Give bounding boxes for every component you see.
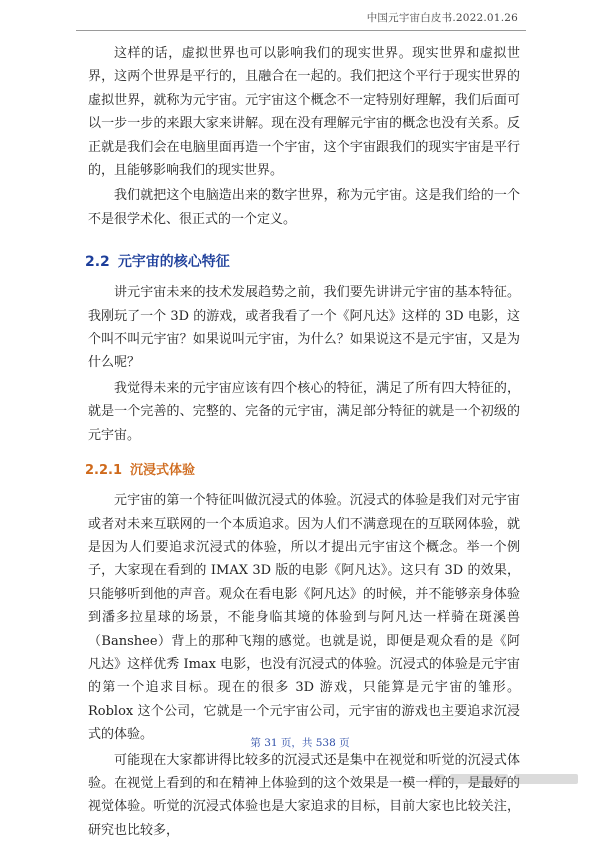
header-rule: [76, 30, 526, 31]
paragraph-3: 讲元宇宙未来的技术发展趋势之前，我们要先讲讲元宇宙的基本特征。我刚玩了一个 3D 的游戏，或者我看了一个《阿凡达》这样的 3D 电影，这个叫不叫元宇宙？如果说叫元宇宙，为什么？如果说这不是元宇宙，又是为什么呢？: [88, 285, 520, 371]
section-number: 2.2: [85, 254, 110, 271]
running-header: 中国元宇宙白皮书.2022.01.26: [366, 12, 518, 24]
watermark: [432, 770, 582, 786]
paragraph-4: 我觉得未来的元宇宙应该有四个核心的特征，满足了所有四大特征的，就是一个完善的、完整的、完备的元宇宙，满足部分特征的就是一个初级的元宇宙。: [88, 380, 520, 443]
subsection-heading-2-2-1: [85, 459, 520, 478]
paragraph-5: 元宇宙的第一个特征叫做沉浸式的体验。沉浸式的体验是我们对元宇宙或者对未来互联网的一个本质追求。因为人们不满意现在的互联网体验，就是因为人们要追求沉浸式的体验，所以才提出元宇宙这个概念。举一个例子，大家现在看到的 IMAX 3D 版的电影《阿凡达》。这只有 3D 的效果，只能够听到他的声音。观众在看电影《阿凡达》的时候，并不能够亲身体验到潘多拉星球的场景，不能身临其境的体验到与阿凡达一样骑在斑溪兽（Banshee）背上的那种飞翔的感觉。也就是说，即便是观众看的是《阿凡达》这样优秀 Imax 电影，也没有沉浸式的体验。沉浸式的体验是元宇宙的第一个追求目标。现在的很多 3D 游戏，只能算是元宇宙的雏形。Roblox 这个公司，它就是一个元宇宙公司，元宇宙的游戏也主要追求沉浸式的体验。: [88, 493, 520, 743]
subsection-number: 2.2.1: [85, 463, 123, 479]
paragraph-2: 我们就把这个电脑造出来的数字世界，称为元宇宙。这是我们给的一个不是很学术化、很正式的一个定义。: [88, 188, 520, 227]
document-body: [85, 42, 520, 842]
paragraph-6: 可能现在大家都讲得比较多的沉浸式还是集中在视觉和听觉的沉浸式体验。在视觉上看到的和在精神上体验到的这个效果是一模一样的，是最好的视觉体验。听觉的沉浸式体验也是大家追求的目标，目前大家也比较关注，研究也比较多，: [88, 752, 520, 838]
paragraph-1: 这样的话，虚拟世界也可以影响我们的现实世界。现实世界和虚拟世界，这两个世界是平行的，且融合在一起的。我们把这个平行于现实世界的虚拟世界，就称为元宇宙。元宇宙这个概念不一定特别好理解，我们后面可以一步一步的来跟大家来讲解。现在没有理解元宇宙的概念也没有关系。反正就是我们会在电脑里面再造一个宇宙，这个宇宙跟我们的现实宇宙是平行的，且能够影响我们的现实世界。: [88, 46, 520, 179]
section-heading-2-2: [85, 251, 520, 271]
page-number: 第 31 页，共 538 页: [250, 737, 350, 749]
subsection-title: 沉浸式体验: [130, 463, 196, 479]
section-title: 元宇宙的核心特征: [117, 254, 230, 271]
